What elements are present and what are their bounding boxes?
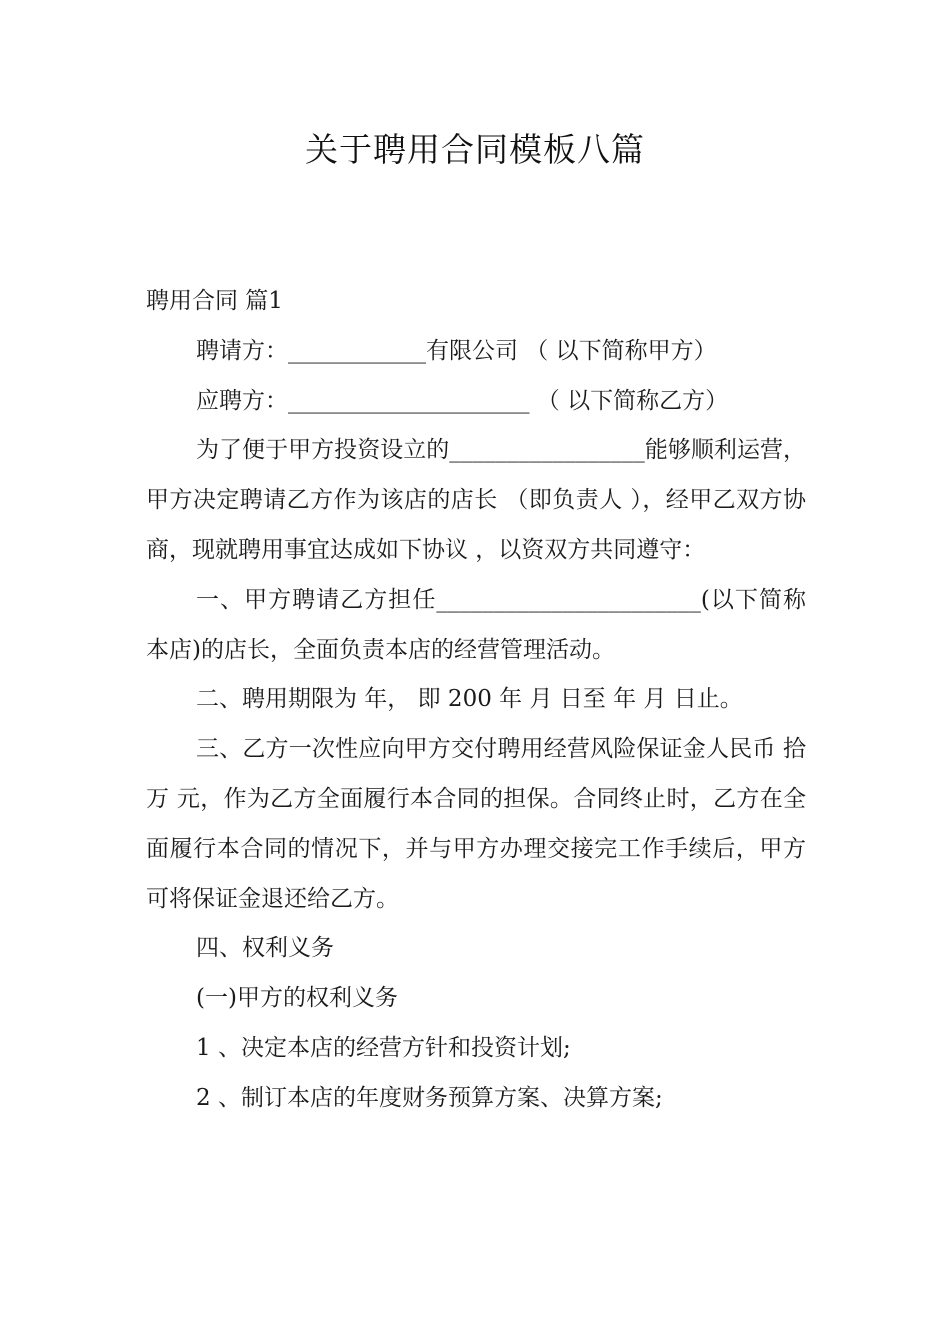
clause-4-heading: 四、权利义务 [196,935,334,962]
party-b-line: 应聘方：_____________________ （ 以下简称乙方） [196,387,729,414]
document-title: 关于聘用合同模板八篇 [305,130,645,169]
intro-paragraph: 为了便于甲方投资设立的_________________能够顺利运营，甲方决定聘请乙方作为该店的店长 （即负责人 ），经甲乙双方协商，现就聘用事宜达成如下协议 ，以资双方共同遵守： [146,437,806,563]
clause-2: 二、聘用期限为 年， 即 200 年 月 日至 年 月 日止。 [196,686,743,713]
subsection-heading: (一)甲方的权利义务 [196,985,398,1012]
list-item: 2 、制订本店的年度财务预算方案、决算方案; [196,1084,663,1111]
document-body [146,277,806,1124]
clause-1: 一、甲方聘请乙方担任_______________________(以下简称本店)的店长，全面负责本店的经营管理活动。 [146,586,806,663]
clause-3: 三、乙方一次性应向甲方交付聘用经营风险保证金人民币 拾万 元，作为乙方全面履行本合同的担保。合同终止时，乙方在全面履行本合同的情况下，并与甲方办理交接完工作手续后，甲方可将保证金退还给乙方。 [146,736,806,912]
party-a-line: 聘请方：____________有限公司 （ 以下简称甲方） [196,337,717,364]
list-item: 1 、决定本店的经营方针和投资计划; [196,1034,571,1061]
section-heading: 聘用合同 篇1 [146,288,283,314]
